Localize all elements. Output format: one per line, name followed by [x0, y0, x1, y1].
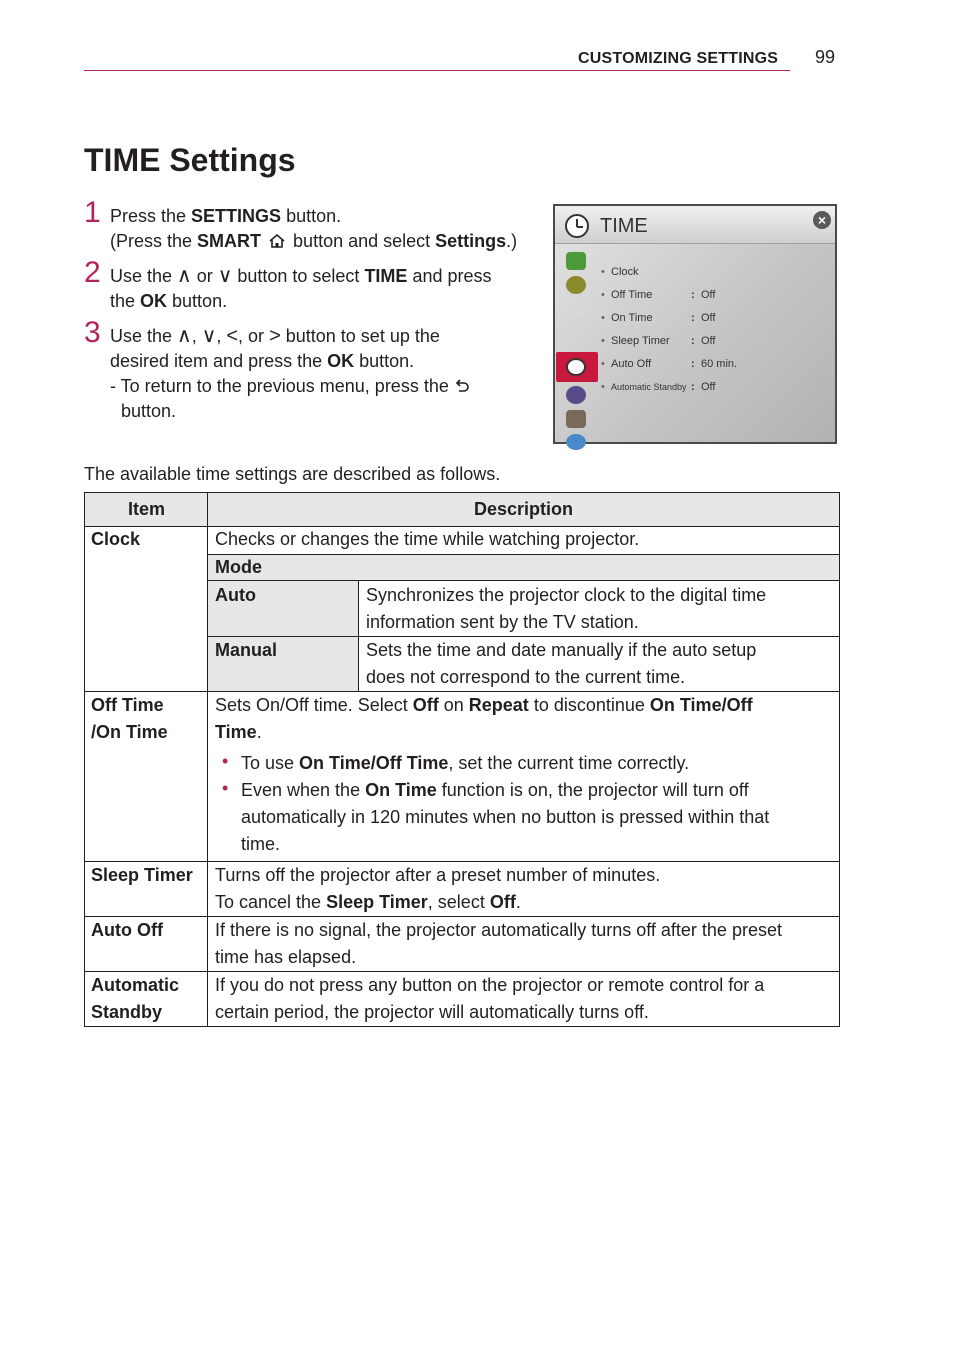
header-description: Description — [473, 499, 574, 519]
setup-icon[interactable] — [566, 300, 586, 318]
time-settings-table — [84, 492, 840, 1027]
picture-icon[interactable] — [566, 252, 586, 270]
offon-desc-1: Sets On/Off time. Select Off on Repeat to discontinue On Time/Off — [215, 695, 753, 715]
step-3-line-2: desired item and press the OK button. — [110, 351, 415, 371]
menu-sidebar — [555, 244, 597, 444]
time-clock-icon[interactable] — [566, 358, 586, 376]
step-2-line-2: the OK button. — [110, 291, 228, 311]
time-menu-screenshot: TIME × • Clock • Off Time : Off • On Time : Off • Sleep Timer : Off • Auto Off : 60 min. • Automatic Standby : Off — [553, 204, 837, 444]
mode-manual-desc-1: Sets the time and date manually if the auto setup — [366, 640, 757, 660]
bullet-dot: • — [222, 751, 229, 771]
menu-title: TIME — [600, 215, 648, 237]
offon-desc-2: Time. — [215, 722, 262, 742]
item-on-time: /On Time — [91, 722, 168, 742]
item-sleep-timer: Sleep Timer — [91, 865, 193, 885]
autooff-desc-2: time has elapsed. — [215, 947, 357, 967]
step-2-number: 2 — [84, 256, 101, 289]
step-1-line-1: Press the SETTINGS button. — [110, 206, 342, 226]
header-rule — [84, 70, 790, 71]
down-arrow-icon: ∨ — [217, 265, 233, 287]
clock-icon — [565, 214, 589, 238]
network-icon[interactable] — [566, 434, 586, 450]
mode-auto-desc-1: Synchronizes the projector clock to the digital time — [366, 585, 767, 605]
step-1-line-2: (Press the SMART button and select Settings.) — [110, 231, 518, 251]
up-arrow-icon: ∧ — [177, 325, 192, 347]
mode-manual-desc-2: does not correspond to the current time. — [366, 667, 686, 687]
step-2-line-1: Use the ∧ or ∨ button to select TIME and press — [110, 265, 492, 287]
back-icon — [454, 378, 470, 394]
sleep-desc-1: Turns off the projector after a preset number of minutes. — [215, 865, 661, 885]
lock-icon[interactable] — [566, 386, 586, 404]
step-3-number: 3 — [84, 316, 101, 349]
step-1-number: 1 — [84, 196, 101, 229]
running-header-section: CUSTOMIZING SETTINGS — [578, 50, 779, 67]
mode-auto-desc-2: information sent by the TV station. — [366, 612, 639, 632]
item-auto-off: Auto Off — [91, 920, 163, 940]
step-3-line-3: - To return to the previous menu, press the — [110, 375, 470, 397]
standby-desc-2: certain period, the projector will automatically turns off. — [215, 1002, 649, 1022]
page-title: TIME Settings — [84, 142, 296, 178]
right-arrow-icon: > — [269, 325, 281, 347]
item-clock: Clock — [91, 529, 141, 549]
autooff-desc-1: If there is no signal, the projector automatically turns off after the preset — [215, 920, 782, 940]
close-icon[interactable]: × — [813, 211, 831, 229]
left-arrow-icon: < — [226, 325, 239, 347]
offon-bullet-2-line-3: time. — [241, 834, 281, 854]
header-item: Item — [127, 499, 165, 519]
page-number: 99 — [815, 47, 836, 67]
offon-bullet-2-line-2: automatically in 120 minutes when no button is pressed within that — [241, 807, 770, 827]
audio-icon[interactable] — [566, 276, 586, 294]
mode-auto-label: Auto — [215, 585, 256, 605]
mode-row-shade — [208, 555, 839, 581]
table-intro: The available time settings are described as follows. — [84, 464, 501, 484]
bullet-dot: • — [222, 778, 229, 798]
down-arrow-icon: ∨ — [201, 325, 217, 347]
item-standby: Standby — [91, 1002, 163, 1022]
menu-titlebar — [555, 206, 835, 244]
sleep-desc-2: To cancel the Sleep Timer, select Off. — [215, 892, 521, 912]
mode-label: Mode — [215, 557, 262, 577]
up-arrow-icon: ∧ — [177, 265, 192, 287]
step-3-line-1: Use the ∧, ∨, <, or > button to set up the — [110, 325, 440, 347]
home-icon — [268, 233, 286, 249]
clock-description: Checks or changes the time while watching projector. — [215, 529, 640, 549]
item-automatic: Automatic — [91, 975, 180, 995]
offon-bullet-1: To use On Time/Off Time, set the current time correctly. — [241, 753, 690, 773]
item-off-time: Off Time — [91, 695, 164, 715]
standby-desc-1: If you do not press any button on the projector or remote control for a — [215, 975, 765, 995]
option-icon[interactable] — [566, 410, 586, 428]
step-3-line-4: button. — [121, 401, 177, 421]
offon-bullet-2: Even when the On Time function is on, the projector will turn off — [241, 780, 749, 800]
mode-manual-label: Manual — [215, 640, 278, 660]
